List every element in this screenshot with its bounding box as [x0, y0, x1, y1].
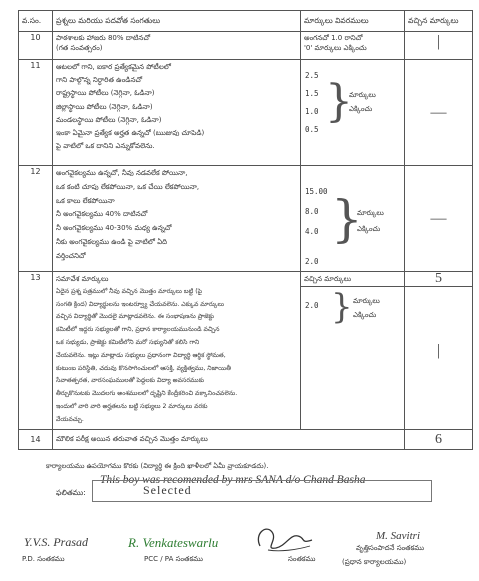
marks-line: అంగనచో 1.0 రానిచో [304, 34, 363, 42]
marks-label: మార్కులు [353, 297, 380, 305]
awarded-marks: 6 [405, 430, 473, 450]
brace-icon: } [331, 287, 353, 327]
scale-value: 15.00 [305, 187, 328, 196]
desc-line: ఏదైన ప్రశ్న పత్రములో నీవు వచ్చిన మొత్తం మార్కులు బట్టి (పై [56, 287, 203, 295]
awarded-value: — [430, 209, 447, 227]
desc-line: ఇంకా ఏమైనా ప్రత్యేక అర్హత ఉన్నచో (ఋజువు చూపెడి) [56, 129, 205, 138]
result-label: ఫలితము: [56, 488, 86, 497]
desc-line: ఆటలలో గాని, ఐకార ప్రత్యేకమైన పోటీలలో [56, 63, 171, 71]
recommendation-note: This boy was recomended by mrs SANA d/o Chand Basha [100, 474, 366, 486]
desc-line: పై వాటిలో ఒక దానిని ఎన్నుకోవలెను. [56, 142, 155, 151]
row-sn: 13 [19, 272, 53, 430]
desc-line: వేయవచ్చు. [56, 415, 84, 423]
signature-scribble [250, 520, 320, 556]
awarded-marks [405, 60, 473, 166]
marks-label: ఎక్కించు [353, 311, 377, 319]
desc-line: నీ అంగవైకల్యము 40-30% మధ్య ఉన్నచో [56, 224, 172, 233]
row-sn: 10 [19, 32, 53, 60]
marks-label: ఎక్కించు [349, 105, 373, 113]
desc-line: గాని పాల్గొన్న నిర్ధారిత ఉండినచో [56, 76, 143, 85]
signature-label: P.D. సంతకము [22, 555, 65, 563]
desc-line: సేవాతత్పరత, వారసంఘములతో పెద్దలకు విద్యా అవసరముకు [56, 377, 205, 385]
signature-pd: Y.V.S. Prasad [24, 535, 89, 549]
row-sn: 11 [19, 60, 53, 166]
header-awarded: వచ్చిన మార్కులు [405, 11, 473, 32]
awarded-marks: | [405, 32, 473, 60]
signature-label: PCC / PA సంతకము [144, 555, 203, 563]
marks-label: మార్కులు [357, 209, 384, 217]
desc-line: ఇందులో వారి వారి అర్హతలను బట్టి సభ్యులు 2 మార్కులు వరకు [56, 402, 208, 410]
row-desc [53, 272, 301, 430]
desc-line: సంగతి క్రింద) విద్యార్థులను ఇంటర్వ్యూ చేయవలెను. ఎక్కువ మార్కులు [56, 300, 224, 308]
desc-line: వర్తించనిచో [56, 251, 86, 260]
brace-icon: } [325, 76, 353, 127]
desc-line: నీ అంగవైకల్యము 40% దాటినచో [56, 210, 148, 219]
desc-line: మౌలిక పరీక్ష అయిన తరువాత వచ్చిన మొత్తం మార్కులు [56, 434, 208, 443]
desc-line: మండలస్థాయి పోటీలు (నెగ్గినా, ఓడినా) [56, 115, 162, 124]
desc-line: వచ్చిన విద్యార్థితో మొదలై మాట్లాడవలెను. ఈ సంభాషణను ప్రాజెక్టు [56, 313, 215, 321]
desc-line: (గత సంవత్సరం) [56, 44, 103, 53]
row-marks [301, 32, 405, 60]
desc-line: ఒక కంటి చూపు లేకపోయినా, ఒక చేయి లేకపోయినా, [56, 182, 200, 191]
desc-title: సమావేశ మార్కులు [56, 275, 109, 283]
marks-scale [301, 166, 405, 272]
header-sn: వ.సం. [19, 11, 53, 32]
table-row [19, 166, 473, 272]
scale-value: 2.0 [305, 301, 319, 310]
desc-line: అంగవైకల్యము ఉన్నచో, నీవు నడవలేక పోయినా, [56, 169, 188, 177]
awarded-top: 5 [405, 272, 472, 287]
desc-line: కుటుంబ పరిస్థితి, చదువు కొనసాగించులలో ఆసక్తి, వ్యక్తిత్వము, నిజాయితీ [56, 364, 231, 372]
office-use-note: కార్యాలయము ఉపయోగము కొరకు (విద్యార్థి ఈ క్రింది ఖాళీలలో ఏమీ వ్రాయకూడదు). [46, 462, 269, 470]
desc-line: ఒక సభ్యుడు, ప్రాజెక్టు కమిటీలోని మరో సభ్యునితో కలిసి గాని [56, 338, 200, 346]
row-sn: 12 [19, 166, 53, 272]
row-desc [53, 32, 301, 60]
marks-line: '0' మార్కులు ఎక్కించు [304, 44, 367, 52]
brace-icon: } [331, 190, 363, 248]
marks-scale [301, 272, 405, 430]
table-header-row [19, 11, 473, 32]
desc-line: జిల్లాస్థాయి పోటీలు (నెగ్గినా, ఓడినా) [56, 102, 153, 111]
table-row [19, 272, 473, 430]
signature-head-office: M. Savitri [376, 530, 420, 542]
result-box [92, 480, 432, 502]
awarded-marks [405, 272, 473, 430]
scale-value: 4.0 [305, 227, 319, 236]
scale-value: 8.0 [305, 207, 319, 216]
marks-scale [301, 60, 405, 166]
signature-label: సంతకము [288, 555, 316, 563]
desc-line: చేయవలెను. ఇట్లు మాట్లాడు సభ్యులు ప్రధానంగా విద్యార్థి ఆర్థిక స్థోమత, [56, 351, 226, 359]
header-questions: ప్రశ్నలు మరియు పదవోత సంగతులు [53, 11, 301, 32]
signature-sublabel: (ప్రధాన కార్యాలయము) [342, 558, 407, 566]
marks-top: వచ్చిన మార్కులు [301, 272, 404, 287]
desc-line: రాష్ట్రస్థాయి పోటీలు (నెగ్గినా, ఓడినా) [56, 89, 155, 98]
row-desc [53, 430, 405, 450]
scale-value: 2.5 [305, 71, 319, 80]
row-desc [53, 60, 301, 166]
signature-label: వృత్తిసంపాదనే సంతకము [356, 544, 425, 552]
awarded-marks [405, 166, 473, 272]
desc-line: కమిటీలో ఇద్దరు సభ్యులతో గాని, ప్రధాన కార్యాలయమునుండి వచ్చిన [56, 326, 220, 334]
table-row [19, 60, 473, 166]
row-sn: 14 [19, 430, 53, 450]
evaluation-table [18, 10, 473, 450]
table-row [19, 32, 473, 60]
marks-label: మార్కులు [349, 91, 376, 99]
marks-label: ఎక్కించు [357, 225, 381, 233]
header-marks-details: మార్కులు వివరములు [301, 11, 405, 32]
desc-line: నీకు అంగవైకల్యము ఉండి పై వాటిలో ఏది [56, 237, 168, 246]
table-row [19, 430, 473, 450]
scale-value: 0.5 [305, 125, 319, 134]
scale-value: 1.5 [305, 89, 319, 98]
row-desc [53, 166, 301, 272]
awarded-value: | [436, 342, 441, 359]
signature-pcc: R. Venkateswarlu [128, 535, 219, 550]
desc-line: తీర్చుకొనుటకు మొదలగు అంశములలో దృష్టిని కేంద్రీకరించి వక్కానించవలెను. [56, 390, 238, 398]
result-value: Selected [143, 483, 192, 497]
desc-line: ఒక కాలు లేకపోయినా [56, 196, 115, 205]
desc-line: పాఠశాలకు హాజరు 80% దాటినచో [56, 34, 151, 42]
scale-value: 2.0 [305, 257, 319, 266]
scale-value: 1.0 [305, 107, 319, 116]
awarded-value: — [430, 103, 447, 121]
